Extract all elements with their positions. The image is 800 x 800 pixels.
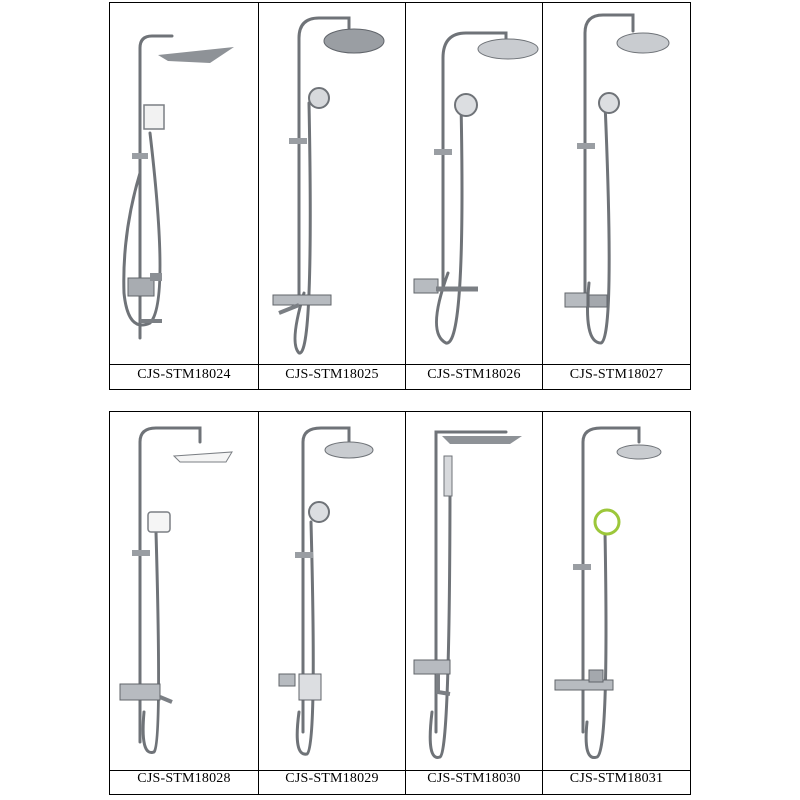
shower-system-image	[259, 412, 405, 770]
grid-line	[109, 794, 691, 795]
model-label: CJS-STM18028	[137, 771, 231, 786]
hand-shower-icon	[148, 512, 170, 532]
model-label: CJS-STM18026	[427, 367, 521, 382]
round-rain-head-icon	[617, 33, 669, 53]
product-cell-1	[110, 3, 258, 382]
shower-system-image	[543, 412, 690, 770]
model-label: CJS-STM18030	[427, 771, 521, 786]
green-hand-shower-icon	[595, 510, 619, 534]
square-rain-head-icon	[442, 436, 522, 444]
hand-shower-icon	[444, 456, 452, 496]
shower-system-image	[406, 3, 542, 364]
hand-shower-icon	[599, 93, 619, 113]
hand-shower-icon	[455, 94, 477, 116]
grid-line	[690, 2, 691, 389]
product-cell-6	[259, 412, 405, 786]
product-cell-8	[543, 412, 690, 786]
shower-system-image	[259, 3, 405, 364]
square-rain-head-icon	[158, 47, 234, 63]
grid-line	[690, 411, 691, 795]
shower-system-image	[110, 3, 258, 364]
product-cell-7	[406, 412, 542, 786]
round-rain-head-icon	[617, 445, 661, 459]
model-label: CJS-STM18029	[285, 771, 379, 786]
product-cell-5	[110, 412, 258, 786]
product-cell-4	[543, 3, 690, 382]
grid-line	[109, 389, 691, 390]
hand-shower-icon	[144, 105, 164, 129]
shower-system-image	[406, 412, 542, 770]
model-label: CJS-STM18024	[137, 367, 231, 382]
grid-line	[109, 364, 691, 365]
product-cell-3	[406, 3, 542, 382]
shower-system-image	[543, 3, 690, 364]
hand-shower-icon	[309, 88, 329, 108]
hand-shower-icon	[309, 502, 329, 522]
round-rain-head-icon	[324, 29, 384, 53]
model-label: CJS-STM18025	[285, 367, 379, 382]
product-cell-2	[259, 3, 405, 382]
shower-system-image	[110, 412, 258, 770]
model-label: CJS-STM18031	[569, 771, 664, 786]
round-rain-head-icon	[325, 442, 373, 458]
square-rain-head-icon	[174, 452, 232, 462]
model-label: CJS-STM18027	[569, 367, 664, 382]
round-rain-head-icon	[478, 39, 538, 59]
